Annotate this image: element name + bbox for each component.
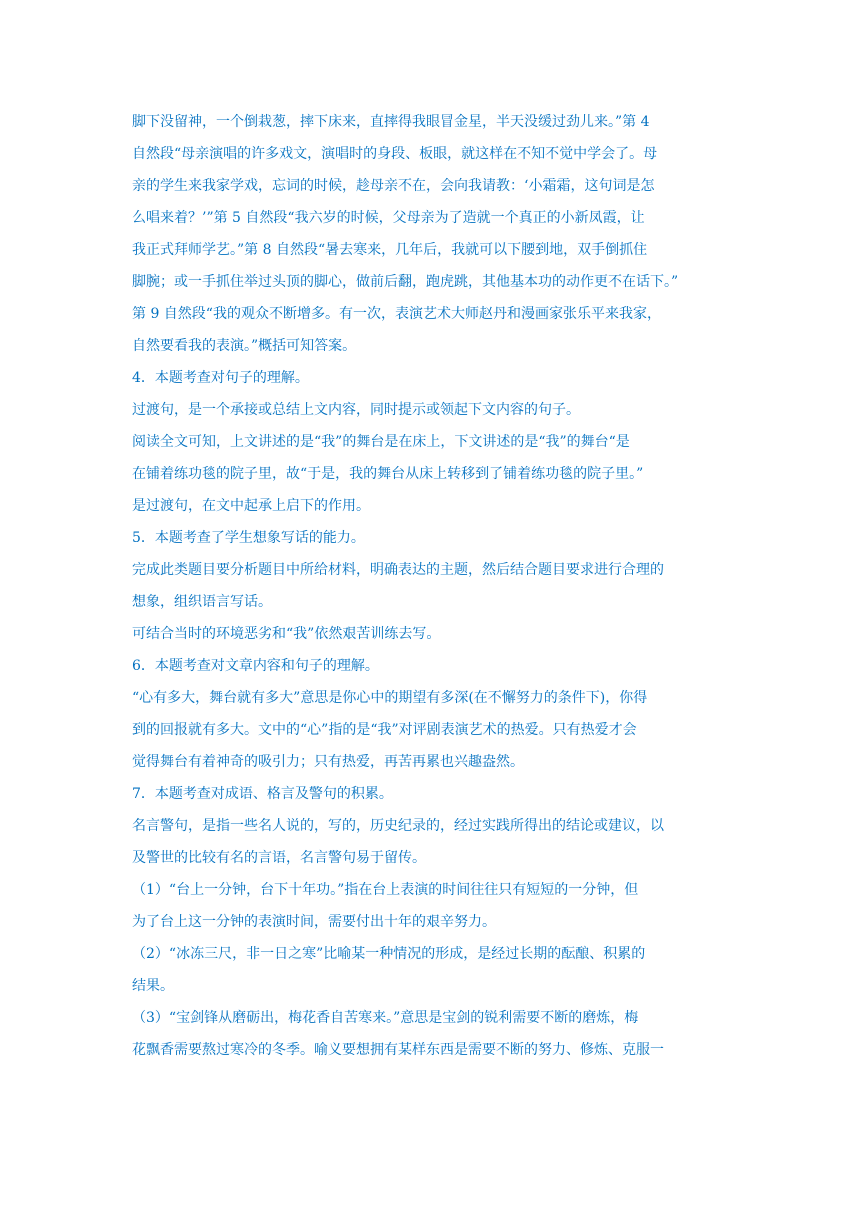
text-line: “心有多大，舞台就有多大”意思是你心中的期望有多深(在不懈努力的条件下)，你得 (132, 690, 648, 706)
question-heading: 4．本题考查对句子的理解。 (132, 370, 309, 386)
text-line: （1）“台上一分钟，台下十年功。”指在台上表演的时间往往只有短短的一分钟，但 (132, 882, 639, 898)
text-line: 阅读全文可知，上文讲述的是“我”的舞台是在床上，下文讲述的是“我”的舞台“是 (132, 434, 630, 450)
question-heading: 5．本题考查了学生想象写话的能力。 (132, 530, 365, 546)
text-line: 及警世的比较有名的言语，名言警句易于留传。 (132, 850, 426, 866)
text-line: 结果。 (132, 978, 174, 994)
text-line: 自然段“母亲演唱的许多戏文，演唱时的身段、板眼，就这样在不知不觉中学会了。母 (132, 146, 658, 162)
text-line: （3）“宝剑锋从磨砺出，梅花香自苦寒来。”意思是宝剑的锐利需要不断的磨炼，梅 (132, 1010, 639, 1026)
text-line: 我正式拜师学艺。”第 8 自然段“暑去寒来，几年后，我就可以下腰到地，双手倒抓住 (132, 242, 648, 258)
text-line: 到的回报就有多大。文中的“心”指的是“我”对评剧表演艺术的热爱。只有热爱才会 (132, 722, 637, 738)
text-line: 可结合当时的环境恶劣和“我”依然艰苦训练去写。 (132, 626, 441, 642)
text-line: 为了台上这一分钟的表演时间，需要付出十年的艰辛努力。 (132, 914, 496, 930)
text-line: 第 9 自然段“我的观众不断增多。有一次，表演艺术大师赵丹和漫画家张乐平来我家， (132, 306, 661, 322)
text-line: 是过渡句，在文中起承上启下的作用。 (132, 498, 370, 514)
text-line: 花飘香需要熬过寒冷的冬季。喻义要想拥有某样东西是需要不断的努力、修炼、克服一 (132, 1042, 664, 1058)
text-line: 完成此类题目要分析题目中所给材料，明确表达的主题，然后结合题目要求进行合理的 (132, 562, 664, 578)
text-line: （2）“冰冻三尺，非一日之寒”比喻某一种情况的形成，是经过长期的酝酿、积累的 (132, 946, 646, 962)
text-line: 么唱来着？’”第 5 自然段“我六岁的时候，父母亲为了造就一个真正的小新凤霞，让 (132, 210, 645, 226)
text-line: 脚下没留神，一个倒栽葱，摔下床来，直摔得我眼冒金星，半天没缓过劲儿来。”第 4 (132, 114, 650, 130)
question-heading: 7．本题考查对成语、格言及警句的积累。 (132, 786, 393, 802)
question-heading: 6．本题考查对文章内容和句子的理解。 (132, 658, 379, 674)
text-line: 过渡句，是一个承接或总结上文内容，同时提示或领起下文内容的句子。 (132, 402, 580, 418)
text-line: 想象，组织语言写话。 (132, 594, 272, 610)
text-line: 在铺着练功毯的院子里，故“于是，我的舞台从床上转移到了铺着练功毯的院子里。” (132, 466, 644, 482)
text-line: 亲的学生来我家学戏，忘词的时候，趁母亲不在，会向我请教：‘小霜霜，这句词是怎 (132, 178, 655, 194)
text-line: 自然要看我的表演。”概括可知答案。 (132, 338, 357, 354)
text-line: 脚腕；或一手抓住举过头顶的脚心，做前后翻，跑虎跳，其他基本功的动作更不在话下。” (132, 274, 679, 290)
text-line: 名言警句，是指一些名人说的，写的，历史纪录的，经过实践所得出的结论或建议，以 (132, 818, 664, 834)
text-line: 觉得舞台有着神奇的吸引力；只有热爱，再苦再累也兴趣盎然。 (132, 754, 524, 770)
